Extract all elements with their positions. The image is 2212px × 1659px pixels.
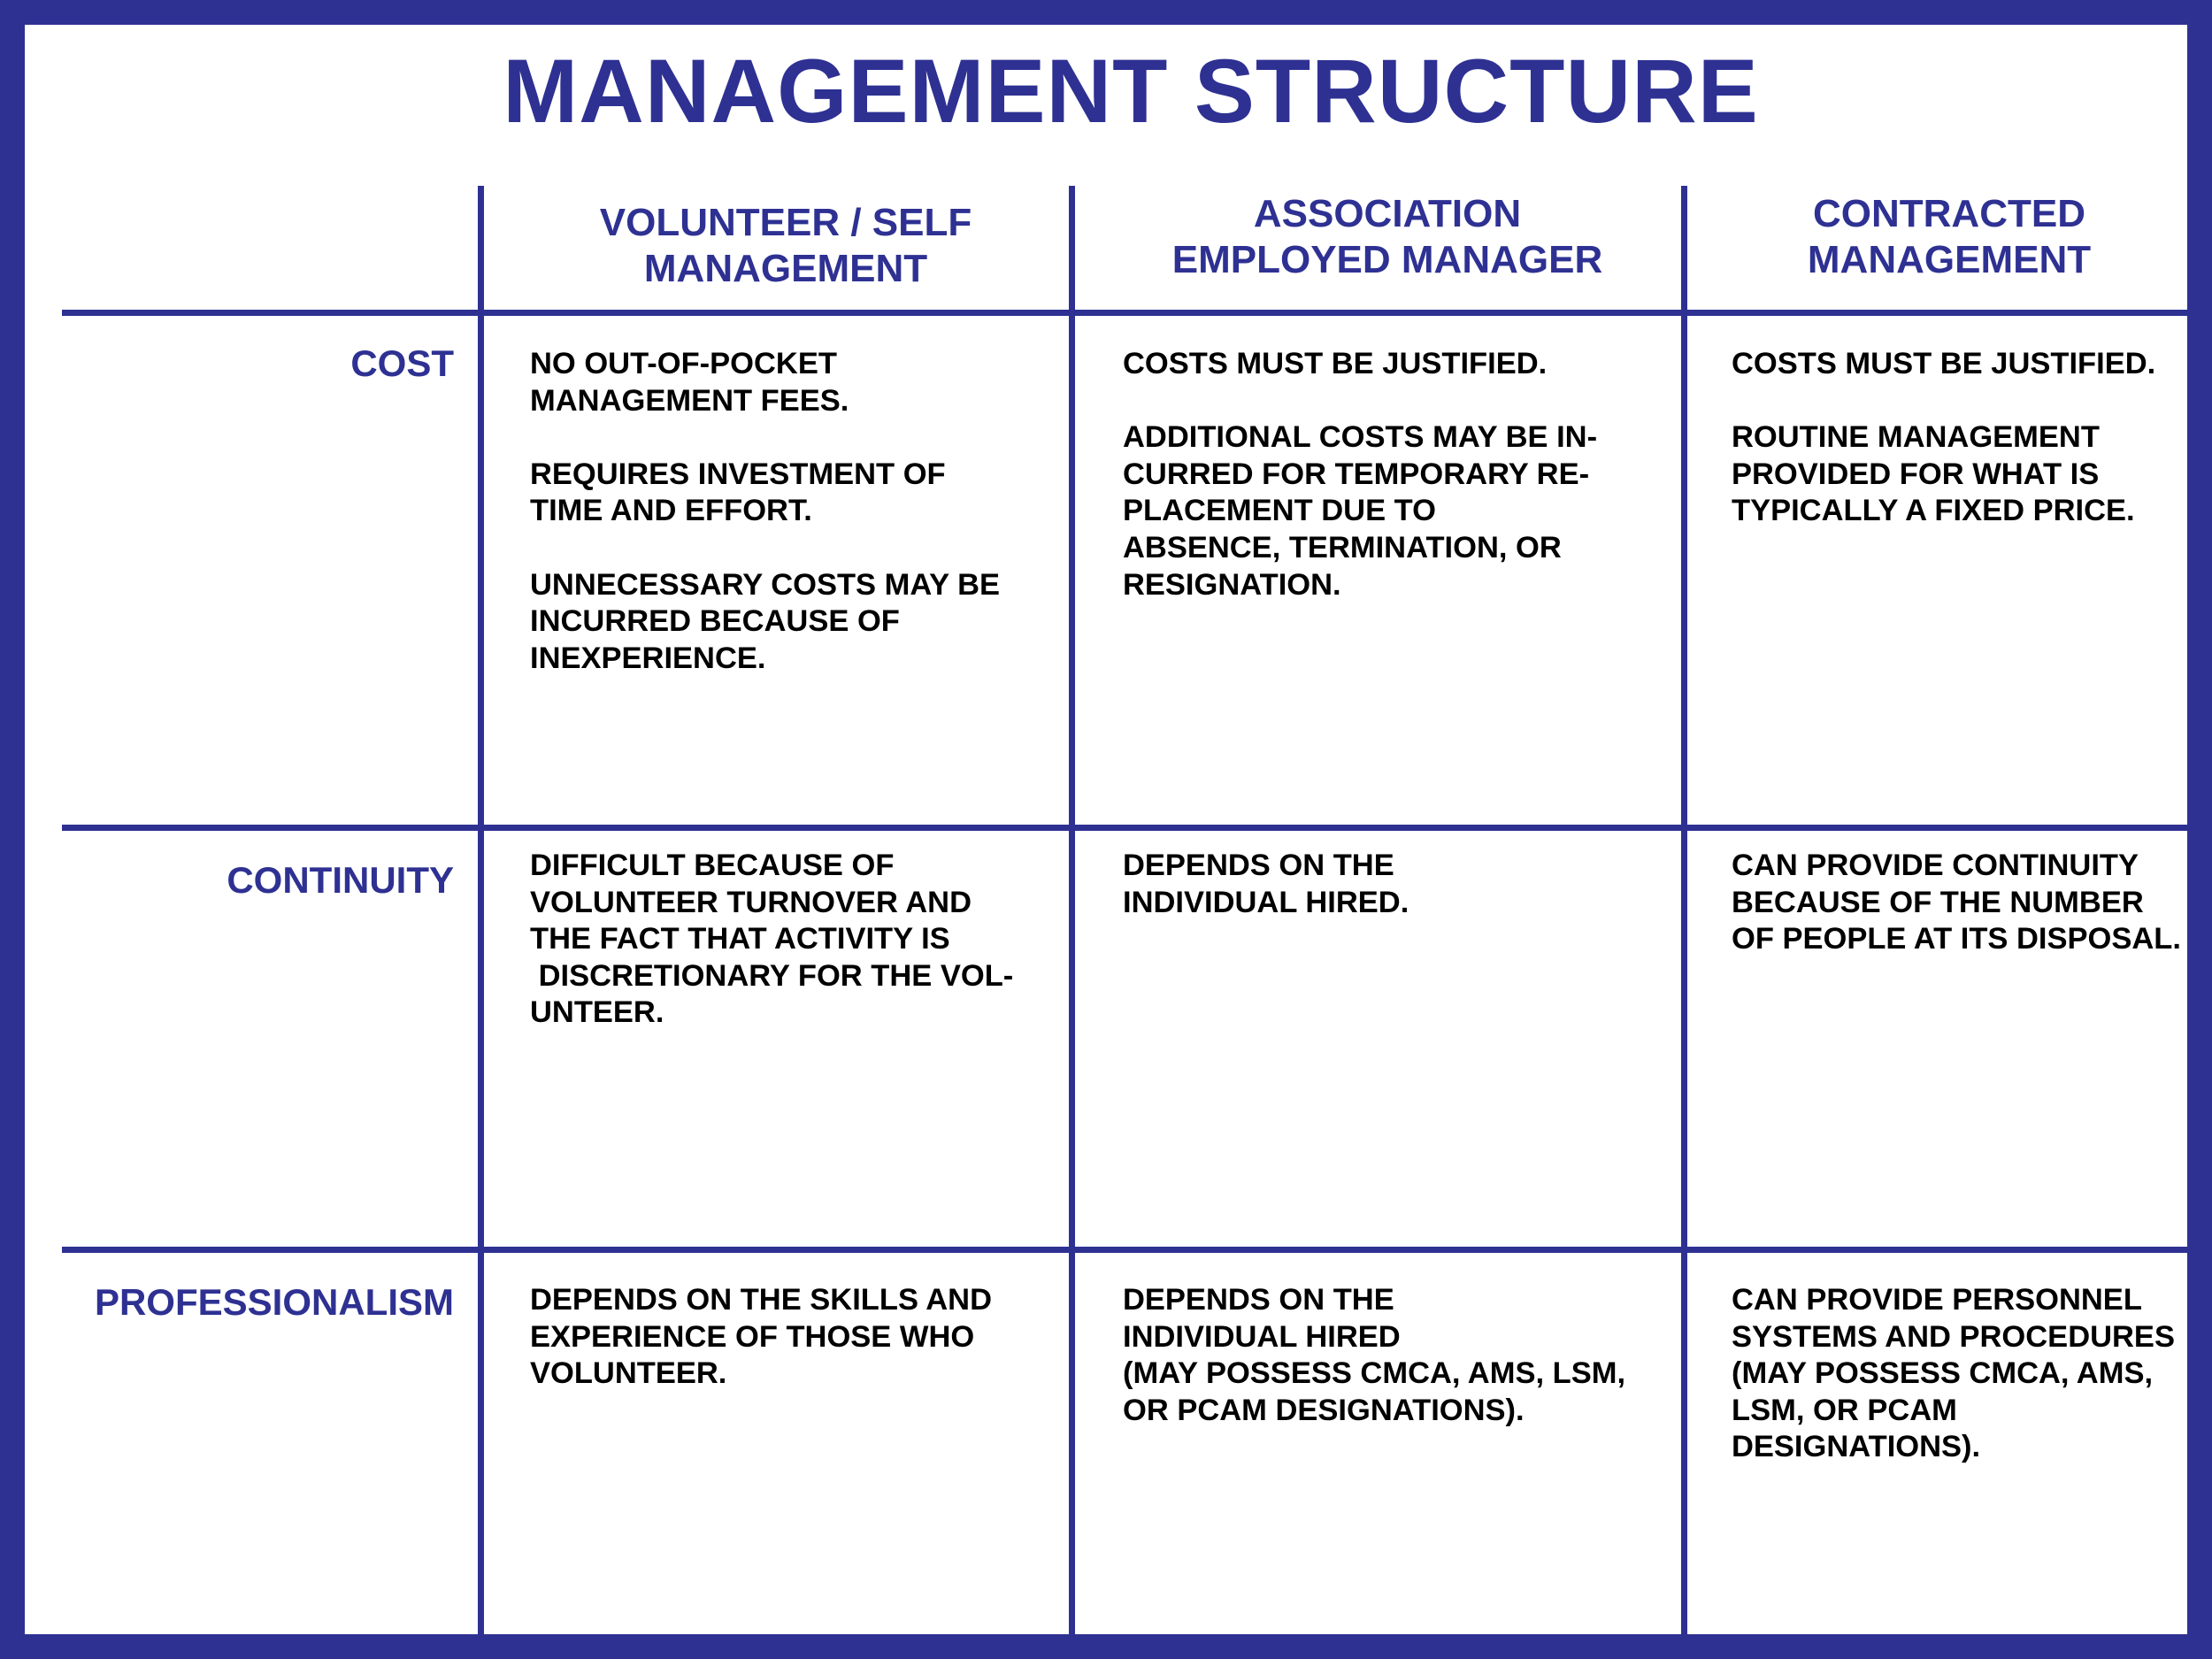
row-header-continuity: CONTINUITY <box>227 859 454 901</box>
column-header-volunteer: VOLUNTEER / SELF MANAGEMENT <box>599 201 972 290</box>
divider-vertical-2 <box>1069 186 1075 1648</box>
row-header-cost: COST <box>350 342 454 384</box>
divider-horizontal-3 <box>62 1247 2203 1253</box>
divider-vertical-3 <box>1681 186 1687 1648</box>
divider-horizontal-1 <box>62 310 2203 316</box>
divider-horizontal-2 <box>62 825 2203 831</box>
column-header-association: ASSOCIATION EMPLOYED MANAGER <box>1171 192 1603 281</box>
cell-professionalism-contracted: CAN PROVIDE PERSONNEL SYSTEMS AND PROCEDURES (MAY POSSESS CMCA, AMS, LSM, OR PCAM DESIGNATIONS). <box>1732 1283 2175 1464</box>
row-header-professionalism: PROFESSIONALISM <box>94 1281 454 1323</box>
column-header-contracted: CONTRACTED MANAGEMENT <box>1807 192 2092 281</box>
divider-vertical-1 <box>478 186 484 1648</box>
cell-cost-contracted: COSTS MUST BE JUSTIFIED. ROUTINE MANAGEMENT PROVIDED FOR WHAT IS TYPICALLY A FIXED PRICE. <box>1732 347 2156 528</box>
cell-continuity-association: DEPENDS ON THE INDIVIDUAL HIRED. <box>1123 849 1409 919</box>
cell-cost-volunteer: NO OUT-OF-POCKET MANAGEMENT FEES. REQUIRES INVESTMENT OF TIME AND EFFORT. UNNECESSARY COSTS MAY BE INCURRED BECAUSE OF INEXPERIENCE. <box>530 347 1001 675</box>
page-title: MANAGEMENT STRUCTURE <box>503 41 1759 142</box>
cell-professionalism-association: DEPENDS ON THE INDIVIDUAL HIRED (MAY POSSESS CMCA, AMS, LSM, OR PCAM DESIGNATIONS). <box>1123 1283 1626 1427</box>
cell-cost-association: COSTS MUST BE JUSTIFIED. ADDITIONAL COSTS MAY BE IN- CURRED FOR TEMPORARY RE- PLACEMENT DUE TO ABSENCE, TERMINATION, OR RESIGNATION. <box>1123 347 1598 602</box>
cell-continuity-volunteer: DIFFICULT BECAUSE OF VOLUNTEER TURNOVER AND THE FACT THAT ACTIVITY IS DISCRETIONARY FOR THE VOL- UNTEER. <box>530 849 1014 1030</box>
cell-professionalism-volunteer: DEPENDS ON THE SKILLS AND EXPERIENCE OF THOSE WHO VOLUNTEER. <box>530 1283 993 1391</box>
cell-continuity-contracted: CAN PROVIDE CONTINUITY BECAUSE OF THE NUMBER OF PEOPLE AT ITS DISPOSAL. <box>1732 849 2181 956</box>
